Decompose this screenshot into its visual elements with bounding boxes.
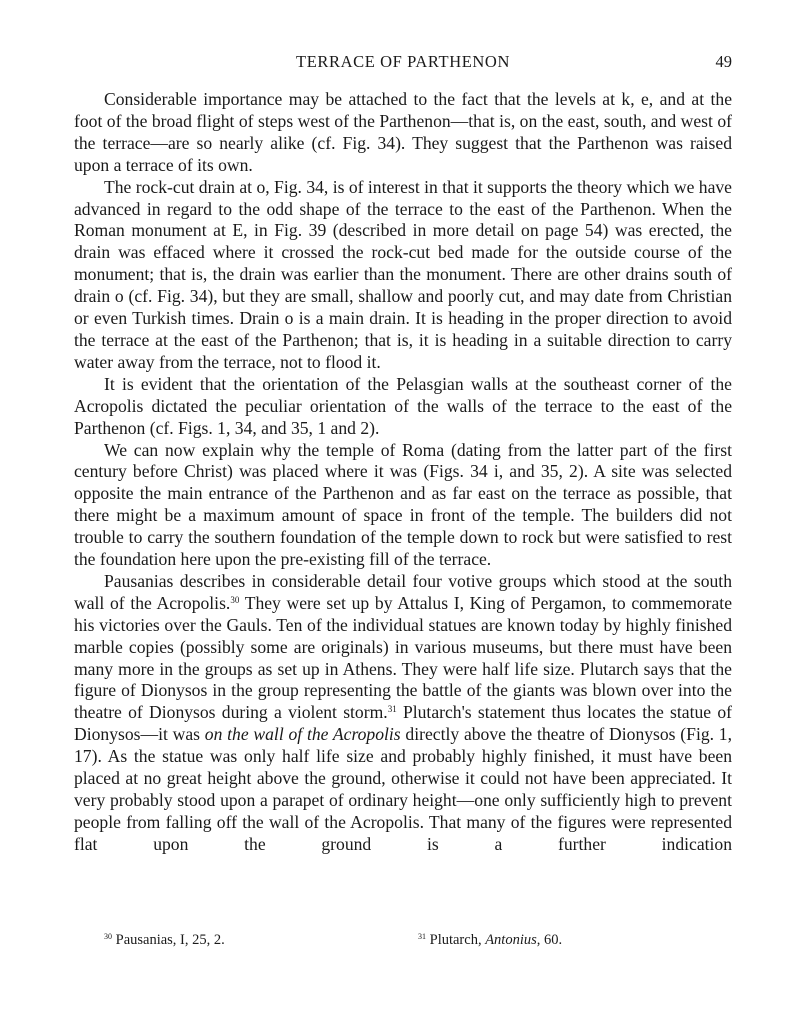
paragraph-votive-groups (74, 571, 732, 856)
footnote-number-31: 31 (418, 932, 426, 941)
footnote-text-31-after: , 60. (536, 932, 563, 948)
footnote-text-31-title: Antonius (485, 932, 537, 948)
footnote-number-30: 30 (104, 932, 112, 941)
body-text (74, 89, 732, 856)
footnote-30 (104, 932, 225, 949)
footnote-text-30: Pausanias, I, 25, 2. (115, 932, 225, 948)
paragraph-pelasgian-walls: It is evident that the orientation of the Pelasgian walls at the southeast corner of the Acropolis dictated the peculiar orientation of the walls of the terrace to the east of the Parthenon (cf. Figs. 1, 34, and 35, 1 and 2). (74, 373, 732, 438)
votive-text-4: directly above the theatre of Dionysos (Fig. 1, 17). As the statue was only half life size and probably highly finished, it must have been placed at no great height above the ground, otherwise it could not have been appreciated. It very probably stood upon a parapet of ordinary height—one only sufficiently high to prevent people from falling off the wall of the Acropolis. That many of the figures were represented flat upon the ground is a further indication (74, 724, 732, 854)
page-number: 49 (715, 52, 732, 71)
votive-text-2: They were set up by Attalus I, King of Pergamon, to commemorate his victories over the Gauls. Ten of the individual statues are known today by highly finished marble copies (possibly some are originals) in various museums, but there must have been many more in the groups as set up in Athens. They were half life size. Plutarch says that the figure of Dionysos in the group representing the battle of the giants was blown over into the theatre of Dionysos during a violent storm. (74, 592, 733, 723)
paragraph-levels: Considerable importance may be attached to the fact that the levels at k, e, and at the foot of the broad flight of steps west of the Parthenon—that is, on the east, south, and west of the terrace—are so nearly alike (cf. Fig. 34). They suggest that the Parthenon was raised upon a terrace of its own. (74, 89, 732, 175)
footnotes (104, 932, 724, 956)
footnote-ref-31[interactable]: 31 (387, 704, 397, 715)
footnote-31 (418, 932, 562, 949)
running-title: TERRACE OF PARTHENON (296, 52, 510, 71)
emphasis-wall-of-acropolis: on the wall of the Acropolis (204, 724, 401, 745)
votive-text-3: Plutarch's statement thus locates the statue of Dionysos—it was (74, 702, 732, 745)
paragraph-temple-of-roma: We can now explain why the temple of Roma (dating from the latter part of the first century before Christ) was placed where it was (Figs. 34 i, and 35, 2). A site was selected opposite the main entrance of the Parthenon and as far east on the terrace as possible, that there might be a maximum amount of space in front of the temple. The builders did not trouble to carry the southern foundation of the temple down to rock but were satisfied to rest the foundation here upon the pre-existing fill of the terrace. (74, 439, 732, 570)
footnote-ref-30[interactable]: 30 (230, 594, 240, 605)
footnote-text-31-before: Plutarch, (429, 932, 486, 948)
votive-text-1: Pausanias describes in considerable detail four votive groups which stood at the south wall of the Acropolis. (74, 570, 732, 613)
paragraph-rock-cut-drain: The rock-cut drain at o, Fig. 34, is of interest in that it supports the theory which we have advanced in regard to the odd shape of the terrace to the east of the Parthenon. When the Roman monument at E, in Fig. 39 (described in more detail on page 54) was erected, the drain was effaced where it crossed the rock-cut bed made for the outside course of the monument; that is, the drain was earlier than the monument. There are other drains south of drain o (cf. Fig. 34), but they are small, shallow and poorly cut, and may date from Christian or even Turkish times. Drain o is a main drain. It is heading in the proper direction to avoid the terrace at the east of the Parthenon; that is, it is heading in a suitable direction to carry water away from the terrace, not to flood it. (74, 176, 732, 372)
running-head (74, 52, 732, 76)
